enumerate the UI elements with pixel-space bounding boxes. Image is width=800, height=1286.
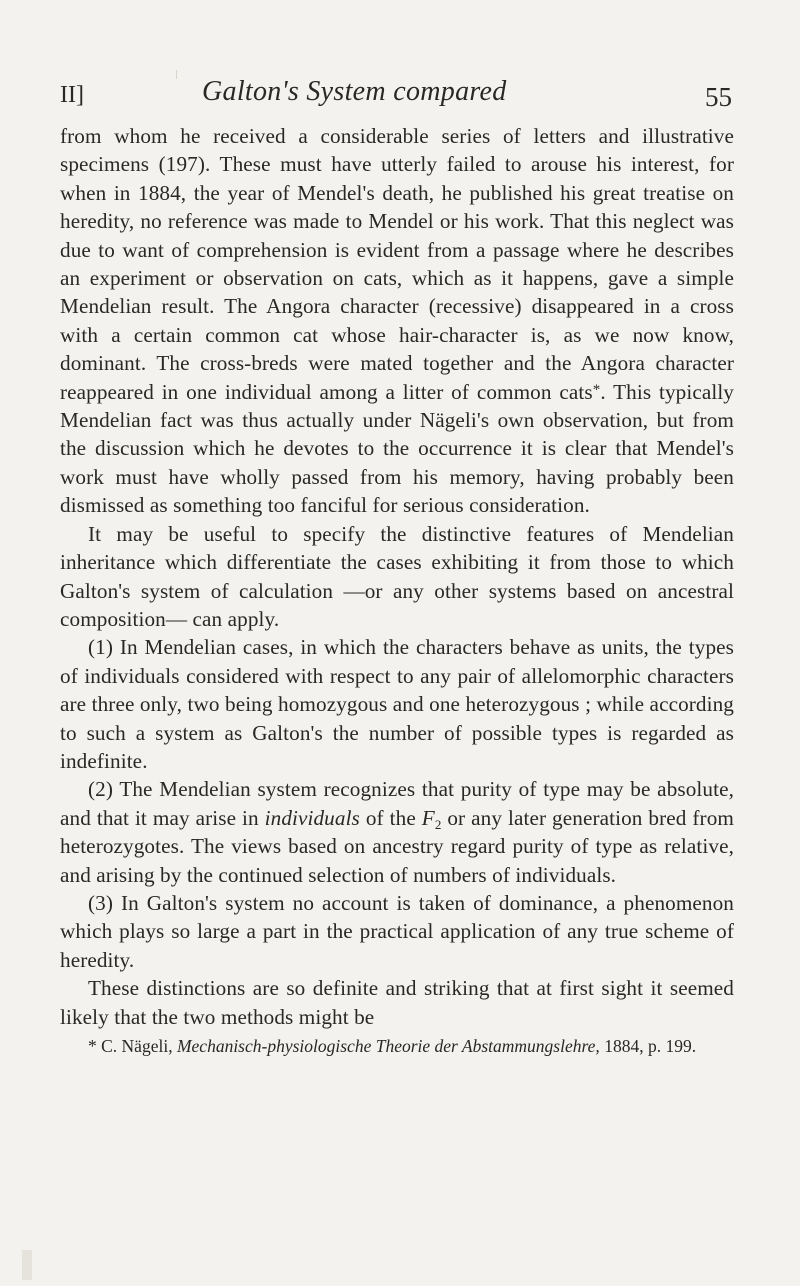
paragraph-4-text-c: or any later generation bred from heterozygotes. The views based on ancestry regard purity of type as relative, and arising by the continued selection of numbers of individuals. — [60, 805, 734, 887]
generation-subscript: 2 — [434, 816, 442, 832]
body-text — [60, 122, 734, 1031]
footnote-author: C. Nägeli, — [101, 1036, 173, 1056]
scan-mark — [176, 70, 177, 79]
paragraph-3: (1) In Mendelian cases, in which the characters behave as units, the types of individuals considered with respect to any pair of allelomorphic characters are three only, two being homozygous and one heterozygous ; while according to such a system as Galton's the number of possible types is regarded as indefinite. — [60, 635, 734, 773]
footnote — [60, 1035, 734, 1058]
emphasis-individuals: individuals — [264, 805, 360, 830]
paragraph-4-text-a: (2) The Mendelian system recognizes that purity of type may be absolute, and that it may arise in — [60, 777, 734, 830]
book-page — [60, 70, 734, 1058]
footnote-marker: * — [88, 1036, 97, 1056]
chapter-number: II] — [60, 82, 84, 108]
paragraph-2: It may be useful to specify the distinctive features of Mendelian inheritance which differentiate the cases exhibiting it from those to which Galton's system of calculation —or any other systems based on ancestral composition— can apply. — [60, 521, 734, 631]
footnote-reference: * — [592, 381, 601, 398]
footnote-work-title: Mechanisch-physiologische Theorie der Abstammungslehre, — [176, 1036, 600, 1056]
paragraph-1 — [60, 122, 734, 520]
scan-smudge — [22, 1250, 32, 1280]
paragraph-1-text-a: from whom he received a considerable series of letters and illustrative specimens (197). These must have utterly failed to arouse his interest, for when in 1884, the year of Mendel's death, he published his great treatise on heredity, no reference was made to Mendel or his work. That this neglect was due to want of comprehension is evident from a passage where he describes an experiment or observation on cats, which as it happens, gave a simple Mendelian result. The Angora character (recessive) disappeared in a cross with a certain common cat whose hair-character is, as we now know, dominant. The cross-breds were mated together and the Angora character reappeared in one individual among a litter of common cats — [60, 124, 734, 404]
footnote-details: 1884, p. 199. — [604, 1036, 697, 1056]
generation-symbol: F — [421, 805, 435, 830]
paragraph-4 — [60, 775, 734, 889]
paragraph-5: (3) In Galton's system no account is taken of dominance, a phenomenon which plays so large a part in the practical application of any true scheme of heredity. — [60, 890, 734, 972]
page-number: 55 — [705, 82, 732, 112]
paragraph-6: These distinctions are so definite and striking that at first sight it seemed likely that the two methods might be — [60, 976, 734, 1029]
paragraph-4-text-b: of the — [359, 805, 422, 830]
paragraph-1-text-b: . This typically Mendelian fact was thus actually under Nägeli's own observation, but from the discussion which he devotes to the occurrence it is clear that Mendel's work must have wholly passed from his memory, having probably been dismissed as something too fanciful for serious consideration. — [60, 379, 735, 518]
running-title: Galton's System compared — [202, 76, 507, 107]
running-head — [60, 70, 734, 122]
